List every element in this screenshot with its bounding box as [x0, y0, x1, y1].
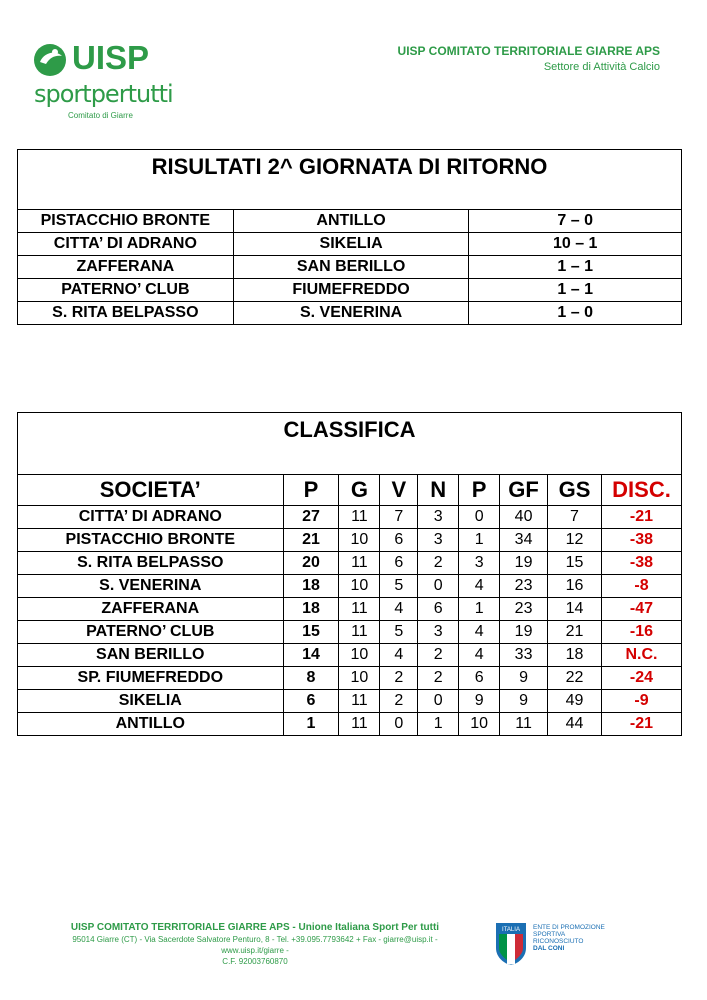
- match-score: 10 – 1: [469, 233, 682, 256]
- col-header-goals-against: GS: [548, 475, 602, 506]
- discipline: -8: [601, 575, 681, 598]
- points: 21: [283, 529, 339, 552]
- goals-against: 16: [548, 575, 602, 598]
- lost: 4: [459, 644, 500, 667]
- team-name: PATERNO’ CLUB: [18, 621, 284, 644]
- points: 18: [283, 598, 339, 621]
- results-table: [17, 149, 682, 325]
- won: 2: [380, 667, 418, 690]
- drawn: 6: [418, 598, 459, 621]
- lost: 3: [459, 552, 500, 575]
- won: 6: [380, 529, 418, 552]
- drawn: 2: [418, 644, 459, 667]
- discipline: -38: [601, 529, 681, 552]
- drawn: 3: [418, 506, 459, 529]
- standings-row: [18, 575, 682, 598]
- discipline: -16: [601, 621, 681, 644]
- col-header-won: V: [380, 475, 418, 506]
- team-name: CITTA’ DI ADRANO: [18, 506, 284, 529]
- played: 11: [339, 713, 380, 736]
- home-team: S. RITA BELPASSO: [18, 302, 234, 325]
- match-score: 1 – 1: [469, 279, 682, 302]
- goals-against: 14: [548, 598, 602, 621]
- goals-against: 12: [548, 529, 602, 552]
- home-team: CITTA’ DI ADRANO: [18, 233, 234, 256]
- match-row: [18, 210, 682, 233]
- played: 11: [339, 690, 380, 713]
- goals-against: 7: [548, 506, 602, 529]
- footer-address: [40, 921, 470, 967]
- played: 10: [339, 644, 380, 667]
- home-team: ZAFFERANA: [18, 256, 234, 279]
- goals-for: 34: [500, 529, 548, 552]
- footer-tax-code: C.F. 92003760870: [222, 957, 288, 966]
- standings-row: [18, 690, 682, 713]
- lost: 4: [459, 621, 500, 644]
- logo-uisp-text: UISP: [72, 39, 150, 76]
- won: 5: [380, 575, 418, 598]
- played: 11: [339, 552, 380, 575]
- goals-against: 49: [548, 690, 602, 713]
- org-subtitle: Settore di Attività Calcio: [543, 61, 660, 73]
- standings-title: CLASSIFICA: [18, 413, 682, 475]
- footer-contact: 95014 Giarre (CT) - Via Sacerdote Salvatore Penturo, 8 - Tel. +39.095.7793642 + Fax - giarre@uisp.it - www.uisp.it/giarre -: [72, 935, 438, 955]
- match-row: [18, 233, 682, 256]
- home-team: PATERNO’ CLUB: [18, 279, 234, 302]
- won: 6: [380, 552, 418, 575]
- match-row: [18, 256, 682, 279]
- match-score: 7 – 0: [469, 210, 682, 233]
- goals-against: 44: [548, 713, 602, 736]
- team-name: SIKELIA: [18, 690, 284, 713]
- col-header-played: G: [339, 475, 380, 506]
- standings-header-row: [18, 475, 682, 506]
- played: 11: [339, 621, 380, 644]
- away-team: SIKELIA: [233, 233, 469, 256]
- header-org-info: [398, 43, 660, 75]
- results-title: RISULTATI 2^ GIORNATA DI RITORNO: [18, 150, 682, 210]
- points: 15: [283, 621, 339, 644]
- points: 6: [283, 690, 339, 713]
- team-name: ZAFFERANA: [18, 598, 284, 621]
- logo-sportpertutti-text: sportpertutti: [34, 80, 173, 108]
- standings-row: [18, 529, 682, 552]
- drawn: 3: [418, 621, 459, 644]
- lost: 10: [459, 713, 500, 736]
- points: 14: [283, 644, 339, 667]
- points: 27: [283, 506, 339, 529]
- drawn: 2: [418, 667, 459, 690]
- match-row: [18, 302, 682, 325]
- discipline: N.C.: [601, 644, 681, 667]
- goals-for: 23: [500, 575, 548, 598]
- discipline: -21: [601, 506, 681, 529]
- match-score: 1 – 1: [469, 256, 682, 279]
- col-header-lost: P: [459, 475, 500, 506]
- discipline: -9: [601, 690, 681, 713]
- drawn: 0: [418, 690, 459, 713]
- coni-badge-label: ITALIA: [502, 927, 520, 933]
- goals-for: 9: [500, 667, 548, 690]
- goals-for: 23: [500, 598, 548, 621]
- standings-row: [18, 598, 682, 621]
- discipline: -21: [601, 713, 681, 736]
- footer-org-name: UISP COMITATO TERRITORIALE GIARRE APS - Unione Italiana Sport Per tutti: [70, 922, 440, 933]
- team-name: SAN BERILLO: [18, 644, 284, 667]
- discipline: -38: [601, 552, 681, 575]
- home-team: PISTACCHIO BRONTE: [18, 210, 234, 233]
- points: 1: [283, 713, 339, 736]
- won: 2: [380, 690, 418, 713]
- away-team: S. VENERINA: [233, 302, 469, 325]
- won: 5: [380, 621, 418, 644]
- drawn: 3: [418, 529, 459, 552]
- standings-row: [18, 667, 682, 690]
- standings-row: [18, 621, 682, 644]
- standings-row: [18, 506, 682, 529]
- italia-shield-icon: [495, 922, 527, 966]
- lost: 9: [459, 690, 500, 713]
- won: 4: [380, 598, 418, 621]
- col-header-team: SOCIETA’: [18, 475, 284, 506]
- team-name: PISTACCHIO BRONTE: [18, 529, 284, 552]
- won: 7: [380, 506, 418, 529]
- away-team: FIUMEFREDDO: [233, 279, 469, 302]
- goals-against: 22: [548, 667, 602, 690]
- match-score: 1 – 0: [469, 302, 682, 325]
- played: 11: [339, 598, 380, 621]
- played: 10: [339, 575, 380, 598]
- goals-for: 40: [500, 506, 548, 529]
- goals-for: 19: [500, 552, 548, 575]
- goals-for: 19: [500, 621, 548, 644]
- discipline: -47: [601, 598, 681, 621]
- team-name: SP. FIUMEFREDDO: [18, 667, 284, 690]
- lost: 1: [459, 529, 500, 552]
- logo-comitato-text: Comitato di Giarre: [68, 111, 133, 120]
- uisp-logo: [30, 40, 180, 125]
- played: 10: [339, 667, 380, 690]
- goals-for: 33: [500, 644, 548, 667]
- lost: 1: [459, 598, 500, 621]
- team-name: S. RITA BELPASSO: [18, 552, 284, 575]
- drawn: 0: [418, 575, 459, 598]
- points: 18: [283, 575, 339, 598]
- lost: 0: [459, 506, 500, 529]
- standings-row: [18, 713, 682, 736]
- discipline: -24: [601, 667, 681, 690]
- coni-recognition: [495, 922, 645, 972]
- team-name: ANTILLO: [18, 713, 284, 736]
- team-name: S. VENERINA: [18, 575, 284, 598]
- org-title: UISP COMITATO TERRITORIALE GIARRE APS: [397, 44, 660, 58]
- goals-for: 9: [500, 690, 548, 713]
- lost: 4: [459, 575, 500, 598]
- points: 20: [283, 552, 339, 575]
- uisp-runner-icon: [32, 42, 68, 78]
- col-header-drawn: N: [418, 475, 459, 506]
- away-team: ANTILLO: [233, 210, 469, 233]
- col-header-points: P: [283, 475, 339, 506]
- played: 11: [339, 506, 380, 529]
- won: 4: [380, 644, 418, 667]
- points: 8: [283, 667, 339, 690]
- standings-table: [17, 412, 682, 736]
- won: 0: [380, 713, 418, 736]
- goals-against: 18: [548, 644, 602, 667]
- goals-against: 21: [548, 621, 602, 644]
- col-header-discipline: DISC.: [601, 475, 681, 506]
- goals-for: 11: [500, 713, 548, 736]
- goals-against: 15: [548, 552, 602, 575]
- match-row: [18, 279, 682, 302]
- col-header-goals-for: GF: [500, 475, 548, 506]
- coni-text: ENTE DI PROMOZIONE SPORTIVA RICONOSCIUTO DAL CONI: [533, 924, 605, 952]
- played: 10: [339, 529, 380, 552]
- standings-row: [18, 552, 682, 575]
- standings-row: [18, 644, 682, 667]
- drawn: 1: [418, 713, 459, 736]
- away-team: SAN BERILLO: [233, 256, 469, 279]
- drawn: 2: [418, 552, 459, 575]
- lost: 6: [459, 667, 500, 690]
